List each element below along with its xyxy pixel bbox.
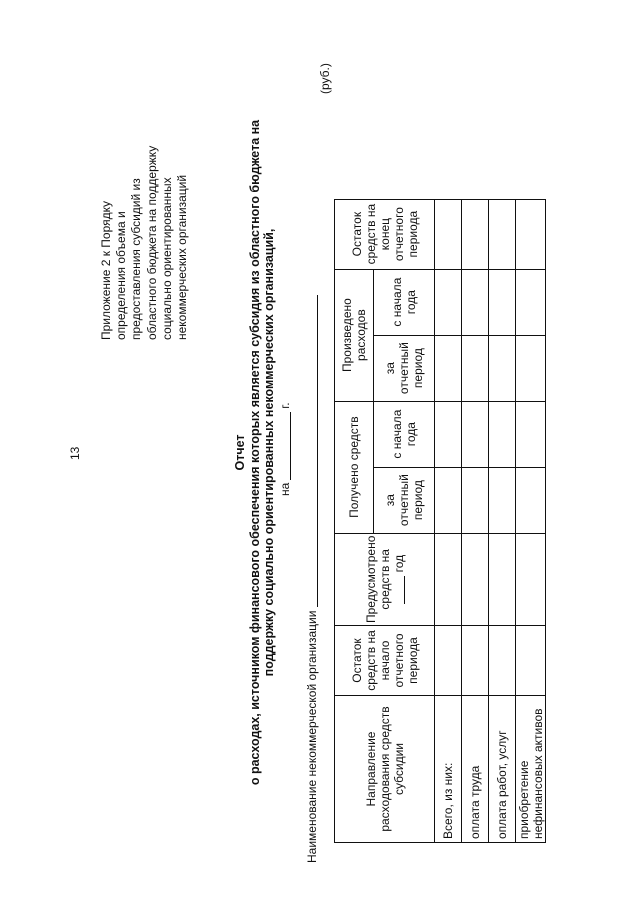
table-cell[interactable]: [489, 401, 516, 467]
annex-line: предоставления субсидий из: [129, 178, 144, 340]
table-cell[interactable]: [435, 467, 462, 533]
row-label: оплата труда: [462, 696, 489, 843]
row-label: оплата работ, услуг: [489, 696, 516, 843]
annex-line: некоммерческих организаций: [175, 174, 190, 340]
header-planned-suffix: год: [391, 554, 406, 573]
table-cell[interactable]: [462, 533, 489, 625]
table-cell[interactable]: [489, 533, 516, 625]
document-page: [0, 25, 600, 880]
annex-line: определения объема и: [114, 211, 129, 340]
date-blank-field[interactable]: [290, 412, 291, 480]
table-cell[interactable]: [516, 467, 546, 533]
table-cell[interactable]: [516, 626, 546, 696]
table-cell[interactable]: [435, 401, 462, 467]
table-cell[interactable]: [516, 401, 546, 467]
header-balance-end: Остаток средств на конец отчетного периода: [335, 199, 435, 269]
table-row: [489, 199, 516, 842]
table-cell[interactable]: [462, 401, 489, 467]
table-cell[interactable]: [462, 335, 489, 401]
annex-line: областного бюджета на поддержку: [144, 145, 159, 340]
year-suffix: г.: [278, 402, 292, 409]
annex-block: [99, 120, 190, 340]
report-date-line: [278, 402, 292, 496]
report-subtitle-line1: о расходах, источником финансового обеспечения которых является субсидия из областного бюджета на: [248, 119, 262, 786]
table-header-row: [335, 199, 374, 842]
report-title: Отчет: [233, 434, 247, 471]
organization-name-field[interactable]: [317, 295, 318, 607]
table-cell[interactable]: [435, 199, 462, 269]
report-subtitle-line2: поддержку социально ориентированных некоммерческих организаций,: [262, 228, 276, 677]
date-on-label: на: [278, 482, 292, 496]
table-cell[interactable]: [435, 533, 462, 625]
row-label: Всего, из них:: [435, 696, 462, 843]
table-row: [462, 199, 489, 842]
table-row: [435, 199, 462, 842]
page-number: 13: [68, 446, 82, 460]
table-cell[interactable]: [489, 467, 516, 533]
header-direction: Направление расходования средств субсидии: [335, 696, 435, 843]
organization-name-line: [305, 295, 319, 863]
table-cell[interactable]: [462, 626, 489, 696]
planned-year-blank: [404, 576, 405, 604]
table-cell[interactable]: [516, 533, 546, 625]
header-planned-prefix: Предусмотрено средств на: [363, 535, 392, 623]
currency-note: (руб.): [318, 63, 332, 94]
header-spent-period: за отчетный период: [374, 335, 435, 401]
table-cell[interactable]: [489, 626, 516, 696]
header-spent-year: с начала года: [374, 269, 435, 335]
table-cell[interactable]: [462, 269, 489, 335]
header-received: Получено средств: [335, 401, 374, 533]
table-cell[interactable]: [435, 335, 462, 401]
table-cell[interactable]: [489, 335, 516, 401]
table-cell[interactable]: [462, 467, 489, 533]
header-spent: Произведено расходов: [335, 269, 374, 401]
header-received-year: с начала года: [374, 401, 435, 467]
organization-name-label: Наименование некоммерческой организации: [305, 610, 319, 863]
table-cell[interactable]: [489, 199, 516, 269]
table-cell[interactable]: [516, 199, 546, 269]
row-label: приобретение нефинансовых активов: [516, 696, 546, 843]
header-planned: [335, 533, 435, 625]
annex-line: социально ориентированных: [159, 177, 174, 340]
table-cell[interactable]: [435, 626, 462, 696]
table-cell[interactable]: [516, 269, 546, 335]
header-received-period: за отчетный период: [374, 467, 435, 533]
header-balance-start: Остаток средств на начало отчетного периода: [335, 626, 435, 696]
table-cell[interactable]: [516, 335, 546, 401]
report-table: [334, 199, 546, 843]
table-row: [516, 199, 546, 842]
annex-line: Приложение 2 к Порядку: [99, 200, 113, 340]
table-cell[interactable]: [435, 269, 462, 335]
table-cell[interactable]: [462, 199, 489, 269]
table-cell[interactable]: [489, 269, 516, 335]
